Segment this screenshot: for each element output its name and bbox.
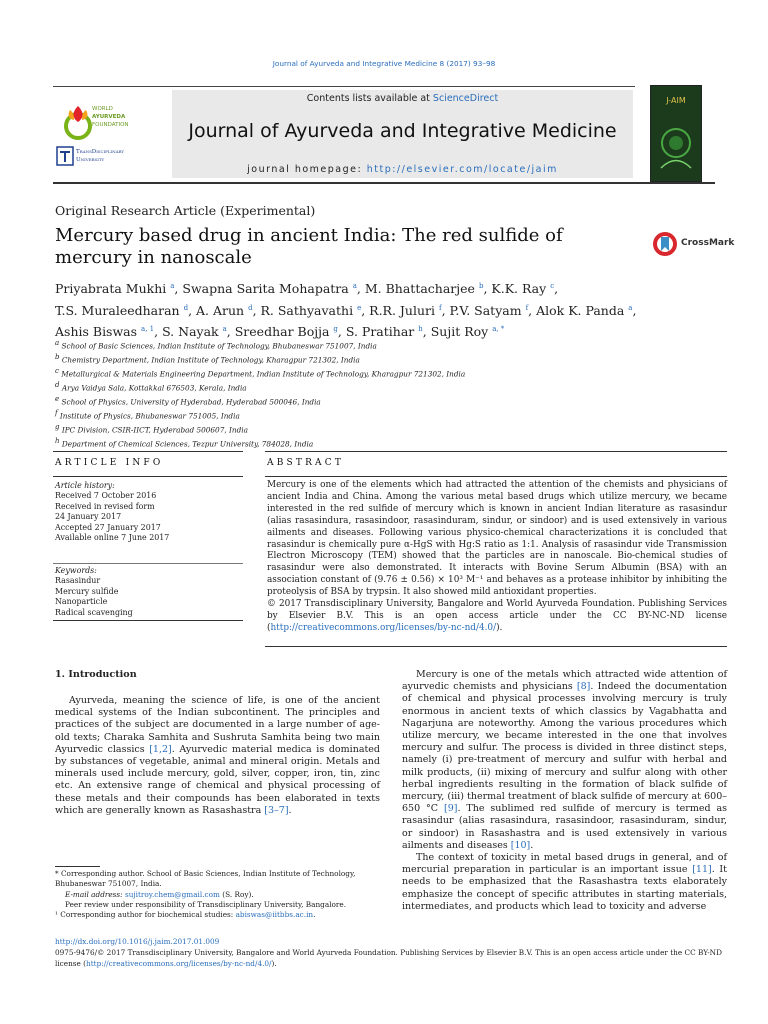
affiliation-mark: h [55, 437, 60, 446]
affiliation [55, 366, 705, 380]
author-affiliation-mark[interactable]: a, 1 [141, 325, 155, 334]
affiliation-text: School of Basic Sciences, Indian Institute of Technology, Bhubaneswar 751007, India [61, 341, 377, 351]
biochem-note-end: . [313, 910, 316, 920]
citation-link[interactable]: [9] [444, 803, 458, 815]
author [196, 303, 261, 318]
affiliation-text: School of Physics, University of Hyderabad, Hyderabad 500046, India [61, 397, 321, 407]
affiliation [55, 352, 705, 366]
author-affiliation-mark[interactable]: f [525, 303, 529, 312]
author-affiliation-mark[interactable]: a, * [492, 325, 505, 334]
author-name: R.R. Juluri [369, 302, 435, 318]
affiliation [55, 380, 705, 394]
keywords-label: Keywords: [55, 566, 97, 575]
author-name: Sreedhar Bojja [234, 324, 330, 340]
author-separator: , [483, 281, 492, 297]
affiliation [55, 436, 705, 450]
affiliation-text: Chemistry Department, Indian Institute of Technology, Kharagpur 721302, India [61, 355, 360, 365]
author-affiliation-mark[interactable]: a [222, 325, 227, 334]
author-name: M. Bhattacharjee [364, 281, 475, 297]
journal-homepage-line [172, 164, 633, 175]
author-list [55, 277, 705, 342]
affiliation-mark: d [55, 381, 60, 390]
author-name: Swapna Sarita Mohapatra [182, 281, 349, 297]
affiliation-mark: g [55, 423, 60, 432]
homepage-prefix: journal homepage: [247, 164, 367, 175]
author [450, 303, 537, 318]
affiliation-text: IPC Division, CSIR-IICT, Hyderabad 500607, India [61, 425, 248, 435]
abstract-copyright-end: ). [496, 622, 503, 633]
header-top-rule [53, 86, 635, 87]
intro-paragraph [402, 852, 727, 913]
keyword: Nanoparticle [55, 597, 108, 607]
abstract-text: Mercury is one of the elements which had attracted the attention of the chemists and physicians of ancient India and China. Among the various metal based drugs which utilize mercury, we became interested in the red sulfide of mercury which is known in ancient Indian literature as rasasindur (alias rasasindura, rasasindoor, rasasinduram, sindur, or sindoor) and is used extensively in various ailments and diseases. Following various physico-chemical characterizations it is concluded that rasasindur is chemically pure α-HgS with Hg:S ratio as 1:1. Analysis of rasasindur vide Transmission Electron Microscopy (TEM) showed that the particles are in nanoscale. Bio-chemical studies of rasasindur were also demonstrated. It interacts with Bovine Serum Albumin (BSA) with an association constant of (9.76 ± 0.56) × 10³ M⁻¹ and behaves as a protease inhibitor by inhibiting the proteolysis of BSA by trypsin. It also showed mild antioxidant properties. [267, 480, 727, 598]
contents-available-line [172, 93, 633, 104]
footnotes [55, 869, 380, 920]
affiliation-text: Institute of Physics, Bhubaneswar 751005, India [59, 411, 240, 421]
author-separator: , [441, 302, 450, 318]
affiliation-mark: a [55, 339, 60, 347]
author [182, 281, 365, 296]
crossmark-badge[interactable] [652, 230, 735, 258]
paragraph-text: Mercury is one of the metals which attracted wide attention of ayurvedic chemists and physicians [402, 669, 727, 693]
affiliation [55, 394, 705, 408]
author-affiliation-mark[interactable]: g [333, 325, 338, 334]
affiliation [55, 422, 705, 436]
corresponding-author-note: * Corresponding author. School of Basic Sciences, Indian Institute of Technology, Bhubaneswar 751007, India. [55, 869, 356, 889]
author-name: Ashis Biswas [55, 324, 138, 340]
author-separator: , [174, 281, 183, 297]
cover-title: J-AIM [666, 96, 686, 105]
author-name: K.K. Ray [491, 281, 547, 297]
paragraph-text: . [288, 804, 292, 816]
author-name: S. Nayak [162, 324, 219, 340]
abstract-heading: ABSTRACT [267, 458, 345, 468]
article-title: Mercury based drug in ancient India: The red sulfide of mercury in nanoscale [55, 225, 563, 268]
intro-paragraph [402, 669, 727, 852]
history-item: 24 January 2017 [55, 512, 122, 522]
article-info-heading: ARTICLE INFO [55, 458, 164, 468]
paragraph-text: . The sublimed red sulfide of mercury is termed as rasasindur (alias rasasindura, rasasindoor, rasasinduram, sindur, or sindoor) in Rasashastra and is used extensively in various ailments and diseases [402, 803, 727, 851]
biochem-note-text: ¹ Corresponding author for biochemical studies: [55, 910, 236, 920]
affiliation-list [55, 338, 705, 450]
logo-word-2: AYURVEDA [92, 114, 126, 120]
paragraph-text: The context of toxicity in metal based drugs in general, and of mercurial preparation in particular is an important issue [402, 852, 727, 876]
article-history [55, 481, 245, 543]
footer-copyright [55, 948, 727, 969]
journal-name: Journal of Ayurveda and Integrative Medicine [188, 120, 617, 142]
affiliation [55, 408, 705, 422]
author-separator: , [226, 324, 235, 340]
author-affiliation-mark[interactable]: a [628, 303, 633, 312]
author-separator: , [632, 302, 637, 318]
author [536, 303, 636, 318]
biochem-email-link[interactable]: abiswas@iitbbs.ac.in [235, 910, 314, 920]
abstract-copyright [267, 599, 727, 635]
author-separator: , [528, 302, 537, 318]
author-affiliation-mark[interactable]: d [183, 303, 189, 312]
header-bottom-rule [53, 182, 715, 184]
author [369, 303, 449, 318]
footnote-rule [55, 866, 100, 867]
author-affiliation-mark[interactable]: e [357, 303, 362, 312]
affiliation-mark: c [55, 367, 59, 376]
journal-citation[interactable]: Journal of Ayurveda and Integrative Medicine 8 (2017) 93–98 [272, 59, 496, 68]
abstract-top-rule [265, 451, 727, 452]
author-separator: , [361, 302, 370, 318]
citation-link[interactable]: [11] [692, 864, 712, 876]
abstract-copyright-text: © 2017 Transdisciplinary University, Bangalore and World Ayurveda Foundation. Publishing Services by Elsevier B.V. This is an open access article under the CC BY-NC-ND license ( [267, 599, 727, 633]
author-affiliation-mark[interactable]: d [248, 303, 253, 312]
license-link[interactable]: http://creativecommons.org/licenses/by-nc-nd/4.0/ [270, 622, 497, 633]
author [55, 281, 182, 296]
article-info-bottom-rule [53, 620, 243, 621]
author-name: T.S. Muraleedharan [55, 302, 180, 318]
affiliation-text: Arya Vaidya Sala, Kottakkal 676503, Kerala, India [61, 383, 247, 393]
author [55, 303, 196, 318]
affiliation [55, 338, 705, 352]
author-affiliation-mark[interactable]: a [170, 282, 175, 290]
author-separator: , [356, 281, 365, 297]
crossmark-label: CrossMark [681, 238, 735, 248]
footer-copyright-text: 0975-9476/© 2017 Transdisciplinary University, Bangalore and World Ayurveda Foundation. Publishing Services by Elsevier B.V. This is an open access article under the CC BY-ND license ( [55, 948, 722, 968]
keywords-divider [53, 563, 243, 564]
affiliation-mark: f [55, 409, 58, 418]
paragraph-text: . [530, 839, 534, 851]
history-item: Received in revised form [55, 501, 155, 511]
logo-word-1: WORLD [92, 106, 113, 112]
keyword: Radical scavenging [55, 607, 133, 617]
keyword: Rasasindur [55, 576, 101, 586]
citation-link[interactable]: [1,2] [149, 743, 172, 755]
article-info-top-rule [53, 451, 243, 452]
paragraph-text: . It needs to be emphasized that the Rasashastra texts elaborately emphasize the concept of specific attributes in starting materials, intermediates, and products which lead to toxicity and adverse [402, 864, 727, 912]
author-name: P.V. Satyam [449, 302, 522, 318]
history-item: Available online 7 June 2017 [55, 533, 170, 543]
keywords-list [55, 566, 245, 618]
email-owner: (S. Roy). [219, 889, 254, 899]
author [365, 281, 492, 296]
university-emblem-icon [56, 146, 74, 166]
author-affiliation-mark[interactable]: c [550, 282, 555, 290]
abstract-body [267, 480, 727, 635]
author-affiliation-mark[interactable]: b [478, 282, 484, 290]
history-item: Accepted 27 January 2017 [55, 522, 161, 532]
author-affiliation-mark[interactable]: h [418, 325, 423, 334]
peer-review-note: Peer review under responsibility of Transdisciplinary University, Bangalore. [65, 899, 347, 909]
author-separator: , [154, 324, 163, 340]
author-name: Sujit Roy [430, 324, 489, 340]
world-ayurveda-foundation-logo [56, 100, 166, 148]
author-affiliation-mark[interactable]: f [438, 303, 442, 312]
tdu-word-2: University [76, 156, 105, 163]
cover-art-icon [651, 108, 701, 178]
abstract-mid-rule [265, 476, 727, 477]
history-item: Received 7 October 2016 [55, 491, 157, 501]
paragraph-text: Ayurveda, meaning the science of life, is one of the ancient medical systems of the Indian subcontinent. The principles and practices of the subject are documented in a large number of age-old texts; Charaka Samhita and Sushruta Samhita being two main Ayurvedic classics [55, 695, 380, 755]
author-name: S. Pratihar [345, 324, 415, 340]
intro-paragraph [55, 695, 380, 817]
footer-license-link[interactable]: http://creativecommons.org/licenses/by-nc-nd/4.0/ [86, 958, 272, 968]
tdu-word-1: TransDisciplinary [76, 149, 125, 155]
abstract-bottom-rule [265, 646, 727, 647]
affiliation-mark: e [55, 395, 60, 404]
transdisciplinary-university-logo [56, 146, 166, 170]
logo-word-3: FOUNDATION [92, 122, 129, 128]
author-name: Alok K. Panda [536, 302, 625, 318]
citation-link[interactable]: [8] [576, 681, 591, 693]
author-separator: , [422, 324, 431, 340]
sciencedirect-link[interactable]: ScienceDirect [432, 93, 499, 104]
biochem-author-note [55, 910, 380, 920]
affiliation-text: Metallurgical & Materials Engineering Department, Indian Institute of Technology, Kharagpur 721302, India [61, 369, 466, 379]
paragraph-text: . Ayurvedic material medica is dominated by substances of vegetable, animal and mineral origin. Metals and minerals used include mercury, gold, silver, copper, iron, tin, zinc etc. An extensive range of chemical and physical processing of these metals and their compounds has been elaborated in texts which are generally known as Rasashastra [55, 743, 381, 816]
footer-copyright-end: ). [271, 958, 277, 968]
author-affiliation-mark[interactable]: a [352, 282, 357, 290]
keyword: Mercury sulfide [55, 586, 119, 596]
author-separator: , [252, 302, 261, 318]
journal-cover-thumbnail[interactable] [650, 85, 702, 182]
journal-homepage-link[interactable]: http://elsevier.com/locate/jaim [366, 164, 558, 175]
author-separator: , [337, 324, 346, 340]
email-note [55, 890, 380, 900]
history-label: Article history: [55, 481, 115, 490]
citation-link[interactable]: [10] [510, 839, 531, 851]
email-link[interactable]: sujitroy.chem@gmail.com [124, 889, 220, 899]
section-heading-introduction: 1. Introduction [55, 669, 137, 680]
author-name: Priyabrata Mukhi [55, 281, 167, 297]
right-column-text [402, 669, 727, 913]
citation-link[interactable]: [3–7] [264, 804, 289, 816]
article-info-mid-rule [53, 476, 243, 477]
article-type: Original Research Article (Experimental) [55, 203, 316, 218]
crossmark-icon [652, 231, 678, 257]
author [261, 303, 370, 318]
author-separator: , [188, 302, 197, 318]
affiliation-text: Department of Chemical Sciences, Tezpur University, 784028, India [61, 439, 314, 449]
paragraph-text: . Indeed the documentation of chemical and physical processes involving mercury is truly enormous in ancient texts of which classics by Vagabhatta and Nagarjuna are noteworthy. Among the various procedures which utilize mercury, we became interested in the one that involves mercury and sulfur. The process is divided in three distinct steps, namely (i) pre-treatment of mercury and sulfur with herbal and milk products, (ii) mixing of mercury and sulfur along with other herbal ingredients resulting in the formation of black sulfide of mercury, (iii) thermal treatment of black sulfide of mercury at 600–650 °C [402, 681, 727, 815]
doi-link[interactable]: http://dx.doi.org/10.1016/j.jaim.2017.01.009 [55, 937, 220, 946]
author [491, 281, 558, 296]
contents-prefix: Contents lists available at [306, 93, 433, 104]
email-label: E-mail address: [65, 889, 125, 899]
author-name: A. Arun [196, 302, 245, 318]
author-separator: , [554, 281, 559, 297]
affiliation-mark: b [55, 353, 60, 362]
author-name: R. Sathyavathi [260, 302, 354, 318]
